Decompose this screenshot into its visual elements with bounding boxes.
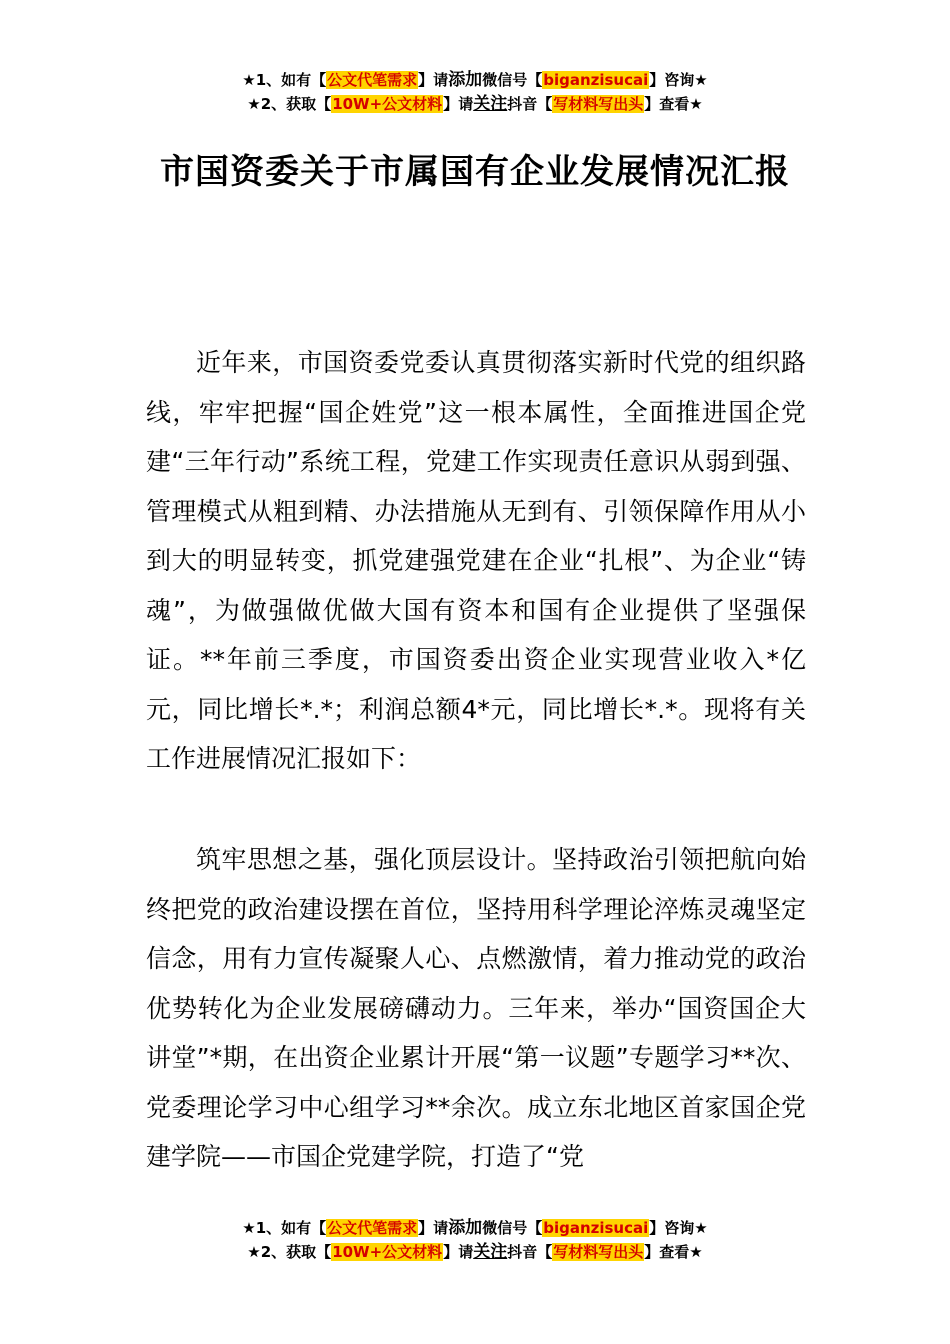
banner-highlight: 公文代笔需求 xyxy=(327,1219,418,1237)
banner-line-2: ★2、获取【10W+公文材料】请关注抖音【写材料写出头】查看★ xyxy=(247,94,703,114)
star-icon: ★ xyxy=(247,1243,261,1261)
banner-line-2: ★2、获取【10W+公文材料】请关注抖音【写材料写出头】查看★ xyxy=(247,1242,703,1262)
star-icon: ★ xyxy=(247,95,261,113)
wechat-id: biganzisucai xyxy=(543,1219,649,1237)
star-icon: ★ xyxy=(242,1219,256,1237)
banner-highlight: 公文代笔需求 xyxy=(327,71,418,89)
document-title: 市国资委关于市属国有企业发展情况汇报 xyxy=(160,152,790,192)
footer-banner xyxy=(0,1216,950,1264)
douyin-account: 写材料写出头 xyxy=(553,1243,644,1261)
star-icon: ★ xyxy=(242,71,256,89)
douyin-account: 写材料写出头 xyxy=(553,95,644,113)
banner-highlight: 10W+公文材料 xyxy=(332,95,443,113)
body-paragraph: 近年来，市国资委党委认真贯彻落实新时代党的组织路线，牢牢把握“国企姓党”这一根本属性，全面推进国企党建“三年行动”系统工程，党建工作实现责任意识从弱到强、管理模式从粗到精、办法措施从无到有、引领保障作用从小到大的明显转变，抓党建强党建在企业“扎根”、为企业“铸魂”，为做强做优做大国有资本和国有企业提供了坚强保证。**年前三季度，市国资委出资企业实现营业收入*亿元，同比增长*.*；利润总额4*元，同比增长*.*。现将有关工作进展情况汇报如下： xyxy=(146,348,806,773)
header-banner xyxy=(0,68,950,116)
wechat-id: biganzisucai xyxy=(543,71,649,89)
banner-line-1: ★1、如有【公文代笔需求】请添加微信号【biganzisucai】咨询★ xyxy=(242,70,708,90)
banner-highlight: 10W+公文材料 xyxy=(332,1243,443,1261)
banner-line-1: ★1、如有【公文代笔需求】请添加微信号【biganzisucai】咨询★ xyxy=(242,1218,708,1238)
body-paragraph: 筑牢思想之基，强化顶层设计。坚持政治引领把航向始终把党的政治建设摆在首位，坚持用科学理论淬炼灵魂坚定信念，用有力宣传凝聚人心、点燃激情，着力推动党的政治优势转化为企业发展磅礴动力。三年来，举办“国资国企大讲堂”*期，在出资企业累计开展“第一议题”专题学习**次、党委理论学习中心组学习**余次。成立东北地区首家国企党建学院——市国企党建学院，打造了“党 xyxy=(146,845,806,1171)
